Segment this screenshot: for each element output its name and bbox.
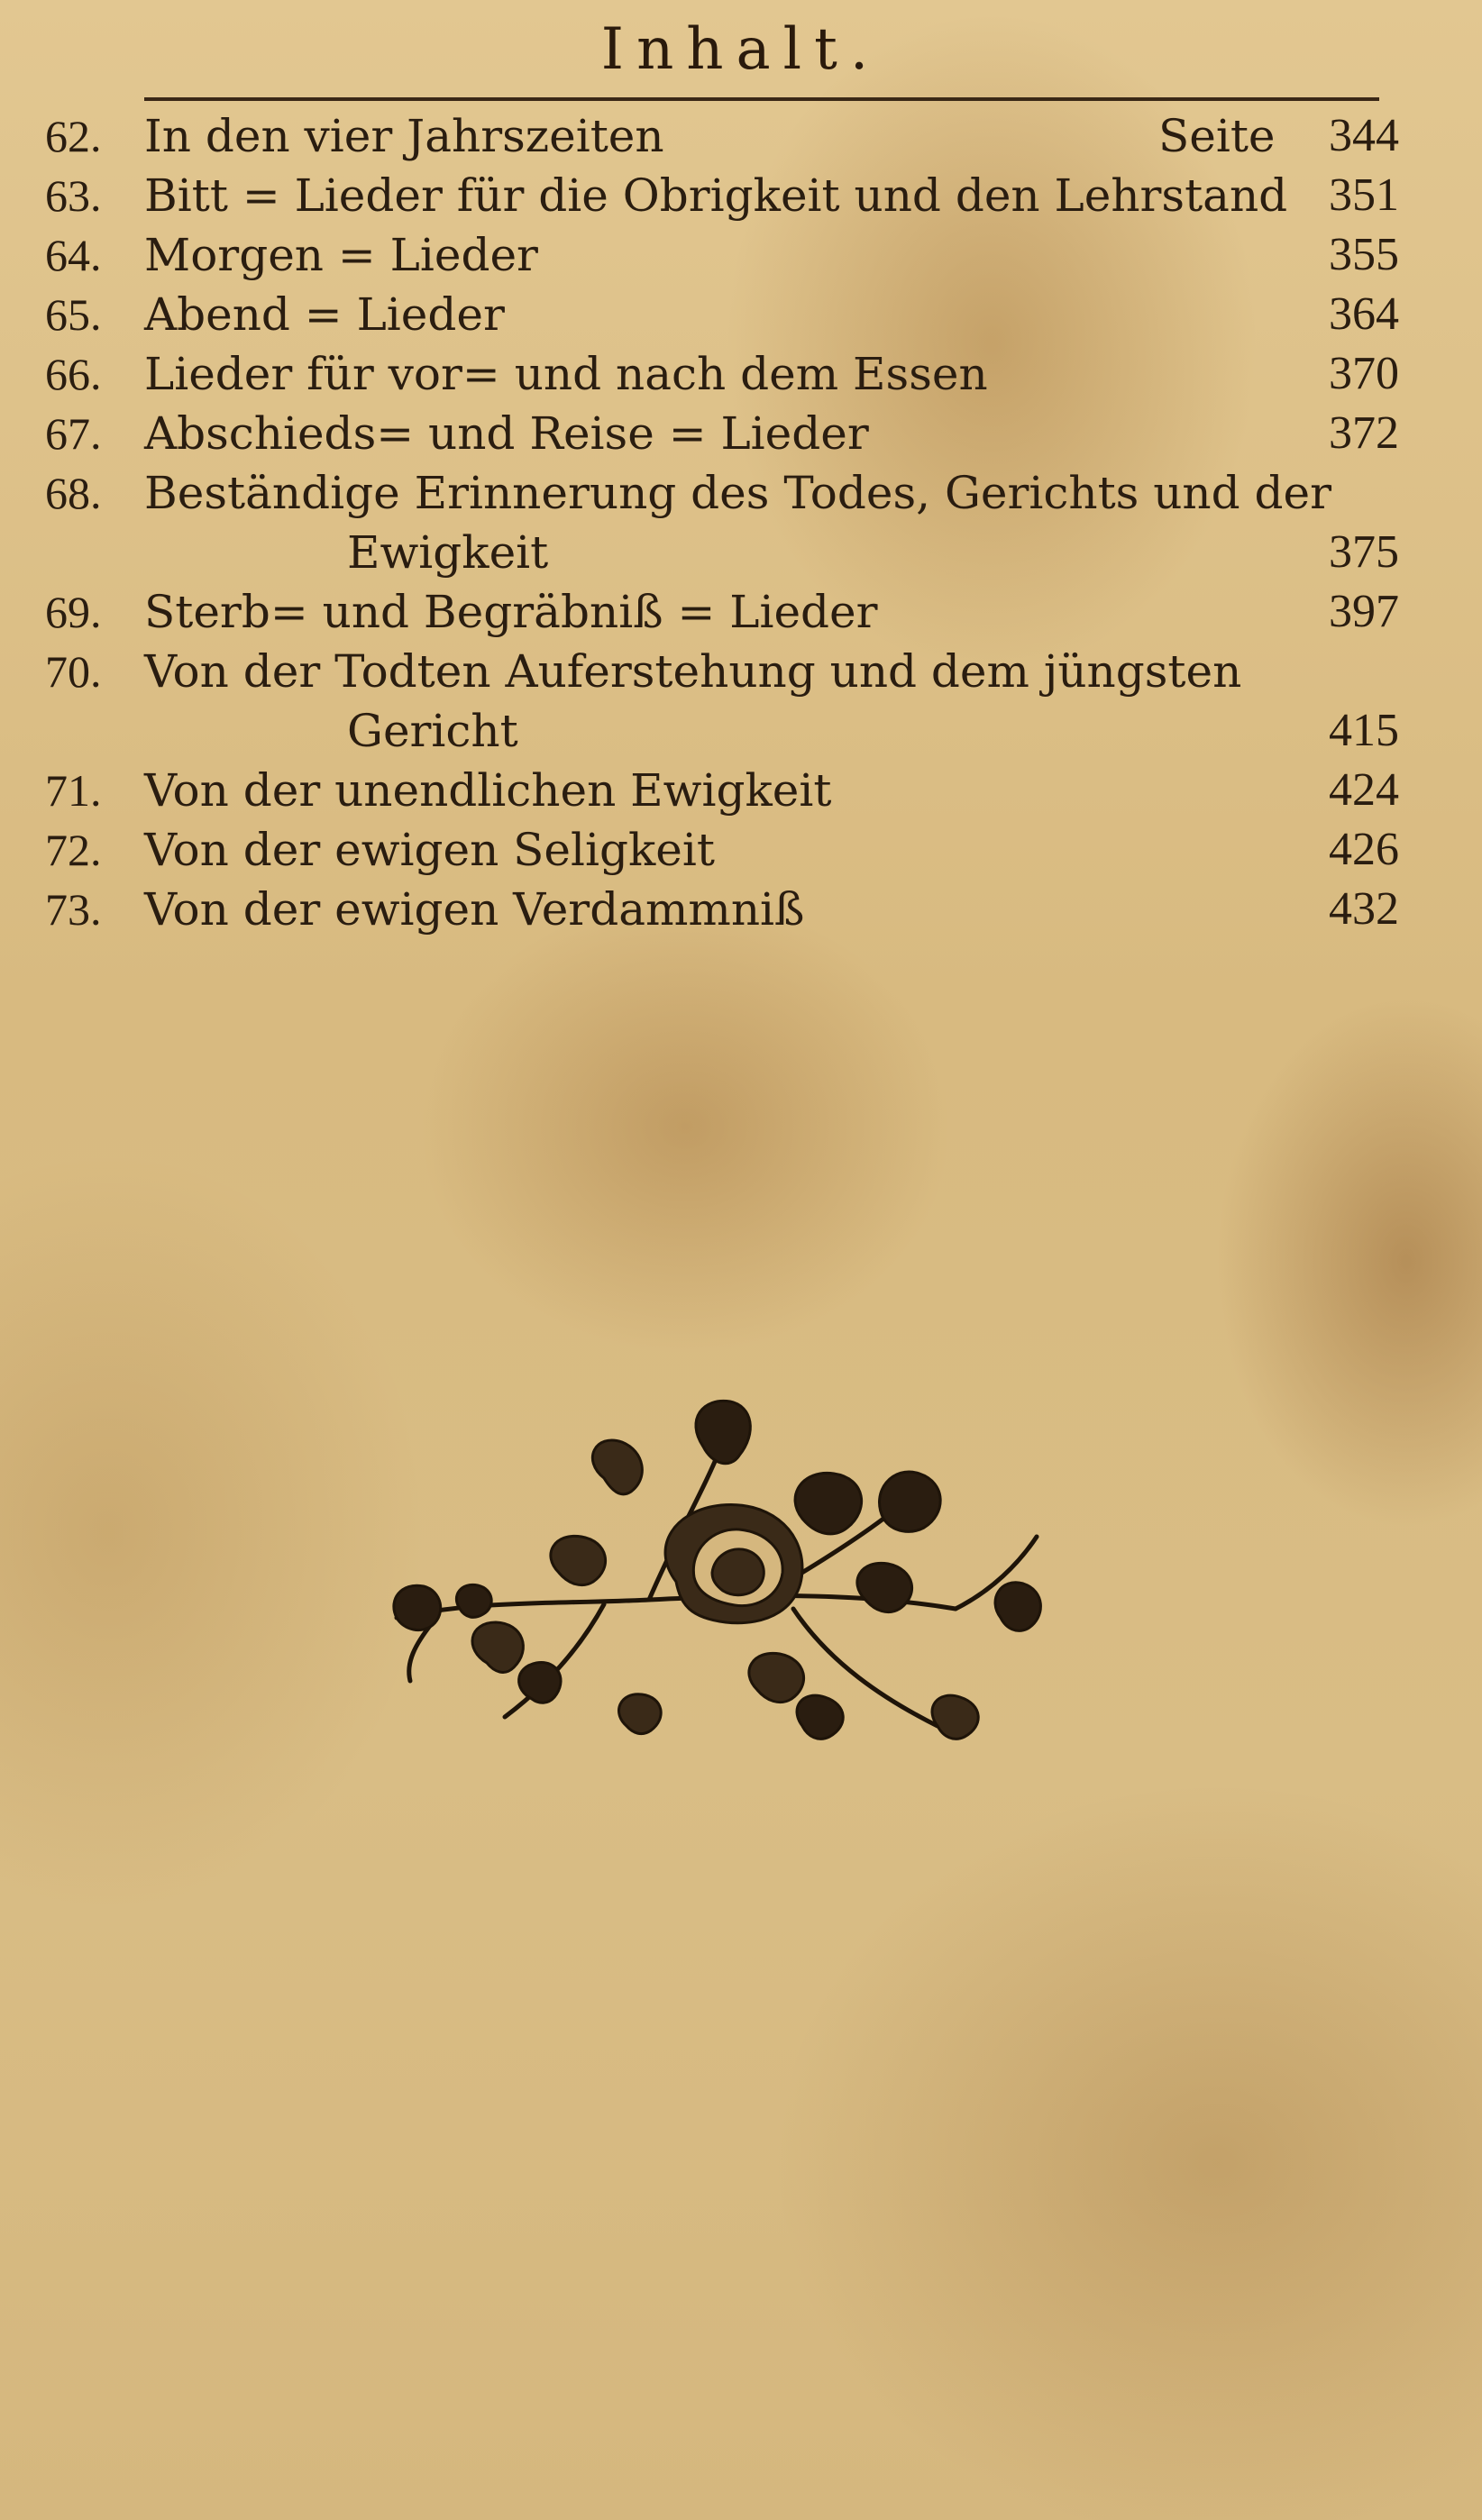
toc-entry-63 <box>0 166 1482 225</box>
entry-number: 67. <box>45 408 102 459</box>
toc-entry-66 <box>0 344 1482 404</box>
entry-number: 63. <box>45 170 102 221</box>
entry-number: 65. <box>45 289 102 340</box>
toc-entry-72 <box>0 820 1482 880</box>
entry-title: Abend = Lieder <box>144 288 505 341</box>
toc-entry-64 <box>0 225 1482 285</box>
header-rule <box>144 97 1379 101</box>
page-header-title: Inhalt. <box>600 16 882 83</box>
entry-title-continuation: Ewigkeit <box>347 526 549 579</box>
entry-number: 62. <box>45 111 102 161</box>
entry-title: Sterb= und Begräbniß = Lieder <box>144 586 878 638</box>
entry-page: 397 <box>1329 586 1399 637</box>
entry-number: 71. <box>45 765 102 816</box>
entry-title: Von der unendlichen Ewigkeit <box>144 764 832 817</box>
entry-page: 426 <box>1329 824 1399 875</box>
entry-title: Von der ewigen Seligkeit <box>144 824 715 876</box>
entry-title: Beständige Erinnerung des Todes, Gerichts und der <box>144 467 1332 519</box>
entry-number: 73. <box>45 884 102 935</box>
entry-number: 72. <box>45 825 102 875</box>
entry-title: Von der Todten Auferstehung und dem jüngsten <box>144 645 1242 698</box>
entry-number: 70. <box>45 646 102 697</box>
toc-entry-73 <box>0 880 1482 939</box>
entry-page: 355 <box>1329 229 1399 280</box>
toc-entry-68-continuation <box>0 523 1482 582</box>
entry-title: Abschieds= und Reise = Lieder <box>144 407 869 460</box>
toc-entry-67 <box>0 404 1482 463</box>
entry-page: 372 <box>1329 407 1399 459</box>
entry-title: Lieder für vor= und nach dem Essen <box>144 348 988 400</box>
toc-entry-65 <box>0 285 1482 344</box>
toc-entry-68 <box>0 463 1482 523</box>
entry-page: 375 <box>1329 526 1399 578</box>
toc-entry-62 <box>0 106 1482 166</box>
toc-entry-69 <box>0 582 1482 642</box>
entry-title: Von der ewigen Verdammniß <box>144 883 805 936</box>
entry-number: 68. <box>45 468 102 518</box>
entry-page: 370 <box>1329 348 1399 399</box>
entry-page: 364 <box>1329 288 1399 340</box>
entry-number: 64. <box>45 230 102 280</box>
entry-number: 66. <box>45 349 102 399</box>
entry-page: 415 <box>1329 705 1399 756</box>
entry-page: 424 <box>1329 764 1399 816</box>
toc-entry-70 <box>0 642 1482 701</box>
entry-title: Morgen = Lieder <box>144 229 538 281</box>
toc-entry-71 <box>0 761 1482 820</box>
entry-page: 344 <box>1329 110 1399 161</box>
entry-title-continuation: Gericht <box>347 705 518 757</box>
entry-page: 432 <box>1329 883 1399 935</box>
entry-title: Bitt = Lieder für die Obrigkeit und den Lehrstand <box>144 169 1288 222</box>
entry-page: 351 <box>1329 169 1399 221</box>
entry-title: In den vier Jahrszeiten <box>144 110 664 162</box>
floral-vignette-icon <box>379 1392 1064 1771</box>
entry-number: 69. <box>45 587 102 637</box>
toc-entry-70-continuation <box>0 701 1482 761</box>
page-label: Seite <box>1158 110 1276 162</box>
